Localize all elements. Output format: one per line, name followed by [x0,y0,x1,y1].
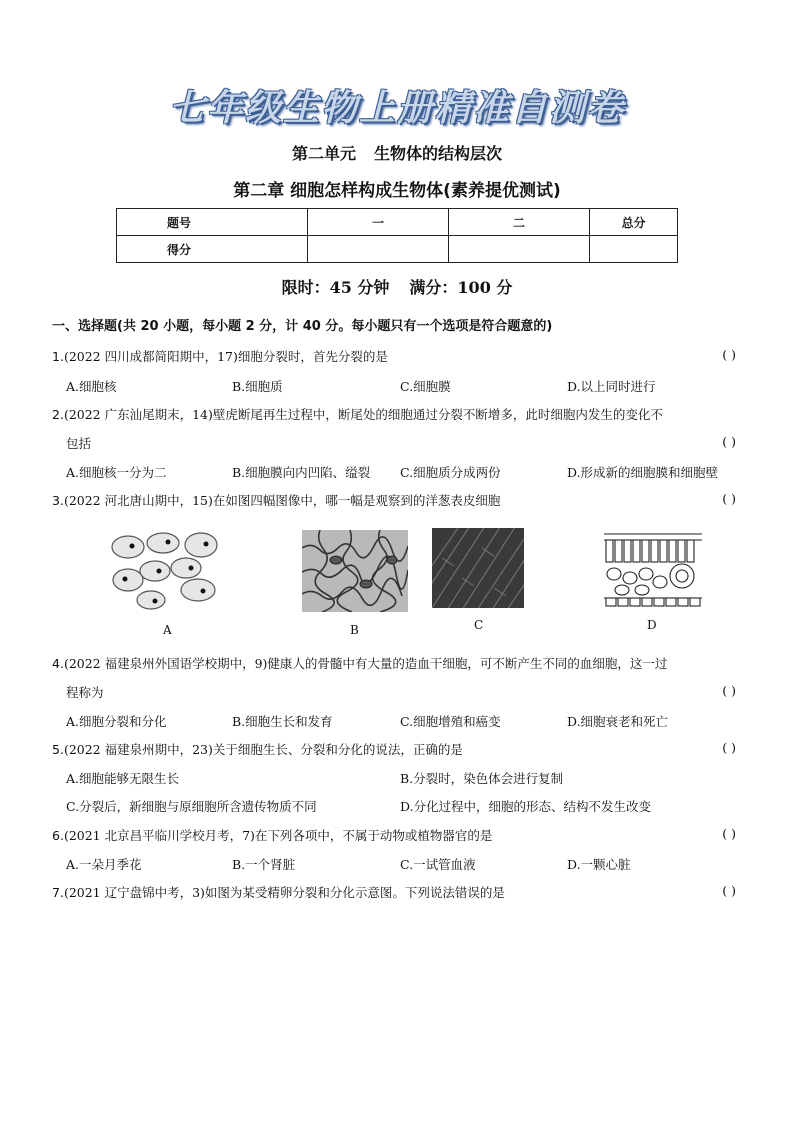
figure-a-cells [108,530,220,612]
option-c[interactable]: C.分裂后，新细胞与原细胞所含遗传物质不同 [66,799,317,814]
answer-blank[interactable]: ( ) [722,683,736,698]
question-stem: 2.(2022 广东汕尾期末，14)壁虎断尾再生过程中，断尾处的细胞通过分裂不断增多，此时细胞内发生的变化不 [52,407,663,422]
option-a[interactable]: A.细胞核一分为二 [66,465,167,480]
answer-blank[interactable]: ( ) [722,434,736,449]
chapter-title: 第二章 细胞怎样构成生物体(素养提优测试) [233,181,561,201]
option-c[interactable]: C.细胞质分成两份 [400,465,501,480]
answer-blank[interactable]: ( ) [722,491,736,506]
figure-label-d: D [647,618,657,632]
option-a[interactable]: A.一朵月季花 [66,857,142,872]
option-d[interactable]: D.分化过程中，细胞的形态、结构不发生改变 [400,799,652,814]
score-table-header-row [117,209,678,236]
unit-number: 第二单元 [291,144,356,163]
full-score: 满分：100 分 [409,278,513,297]
score-cell-score-label: 得分 [117,236,308,263]
figure-c-cells [432,528,524,608]
question-stem: 1.(2022 四川成都简阳期中，17)细胞分裂时，首先分裂的是 [52,349,388,364]
figure-d-cells [602,530,704,610]
score-table [116,208,678,263]
option-d[interactable]: D.形成新的细胞膜和细胞壁 [567,465,719,480]
time-and-score [0,275,794,298]
option-c[interactable]: C.细胞膜 [400,379,451,394]
answer-blank[interactable]: ( ) [722,826,736,841]
score-table-score-row [117,236,678,263]
unit-name: 生物体的结构层次 [374,144,503,163]
option-b[interactable]: B.分裂时，染色体会进行复制 [400,771,564,786]
section-heading: 一、选择题(共 20 小题，每小题 2 分，计 40 分。每小题只有一个选项是符合题意的) [52,319,553,334]
time-limit: 限时：45 分钟 [281,278,390,297]
option-b[interactable]: B.细胞膜向内凹陷、缢裂 [232,465,371,480]
answer-blank[interactable]: ( ) [722,883,736,898]
exam-main-title: 七年级生物上册精准自测卷 [168,88,625,129]
score-cell-part-2: 二 [449,209,590,236]
score-cell-blank[interactable] [308,236,449,263]
figure-b-cells [302,530,408,612]
score-cell-total: 总分 [590,209,678,236]
figure-label-b: B [350,623,359,637]
score-cell-question-no: 题号 [117,209,308,236]
option-b[interactable]: B.细胞质 [232,379,283,394]
question-stem: 3.(2022 河北唐山期中，15)在如图四幅图像中，哪一幅是观察到的洋葱表皮细胞 [52,493,501,508]
answer-blank[interactable]: ( ) [722,347,736,362]
answer-blank[interactable]: ( ) [722,740,736,755]
option-a[interactable]: A.细胞能够无限生长 [66,771,180,786]
option-c[interactable]: C.一试管血液 [400,857,476,872]
option-b[interactable]: B.细胞生长和发育 [232,714,333,729]
question-stem-continued: 程称为 [66,685,104,700]
option-b[interactable]: B.一个肾脏 [232,857,296,872]
option-d[interactable]: D.细胞衰老和死亡 [567,714,669,729]
question-stem: 4.(2022 福建泉州外国语学校期中，9)健康人的骨髓中有大量的造血干细胞，可不断产生不同的血细胞，这一过 [52,656,668,671]
score-cell-part-1: 一 [308,209,449,236]
option-d[interactable]: D.以上同时进行 [567,379,656,394]
option-a[interactable]: A.细胞分裂和分化 [66,714,167,729]
question-stem: 6.(2021 北京昌平临川学校月考，7)在下列各项中，不属于动物或植物器官的是 [52,828,493,843]
option-c[interactable]: C.细胞增殖和癌变 [400,714,501,729]
question-stem-continued: 包括 [66,436,92,451]
question-stem: 7.(2021 辽宁盘锦中考，3)如图为某受精卵分裂和分化示意图。下列说法错误的是 [52,885,505,900]
score-cell-blank[interactable] [449,236,590,263]
option-a[interactable]: A.细胞核 [66,379,117,394]
score-cell-blank[interactable] [590,236,678,263]
figure-label-a: A [163,623,172,637]
option-d[interactable]: D.一颗心脏 [567,857,631,872]
unit-title [0,141,794,164]
figure-label-c: C [474,618,484,632]
question-stem: 5.(2022 福建泉州期中，23)关于细胞生长、分裂和分化的说法，正确的是 [52,742,463,757]
